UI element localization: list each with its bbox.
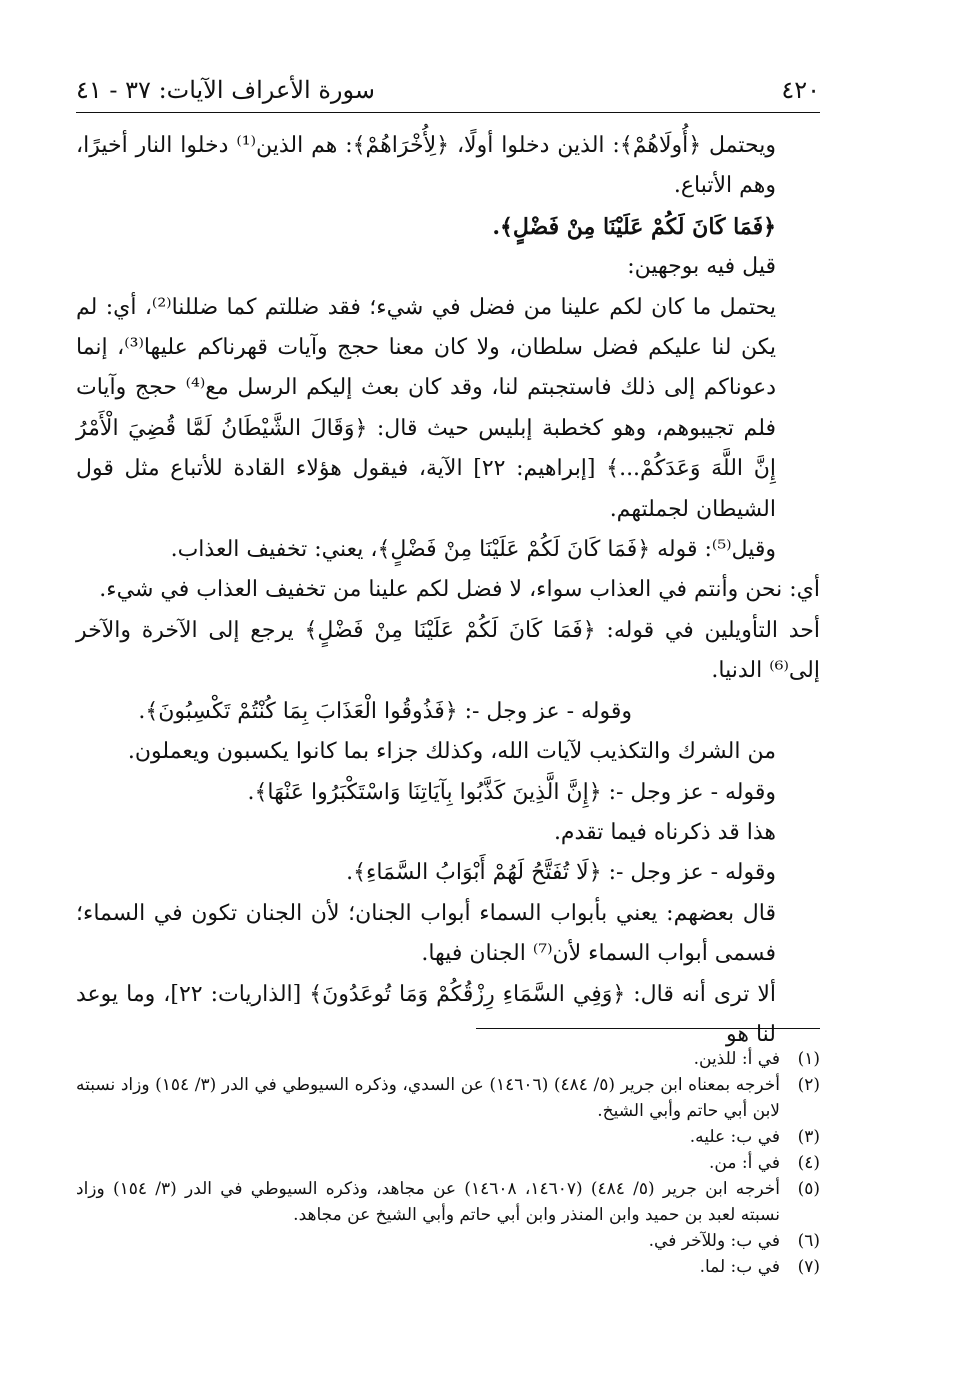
footnote-number: (١) — [797, 1049, 820, 1069]
header-divider — [76, 112, 820, 113]
quran-verse: ﴿فَمَا كَانَ لَكُمْ عَلَيْنَا مِنْ فَضْلٍ﴾. — [492, 213, 776, 240]
paragraph: ألا ترى أنه قال: ﴿وَفِي السَّمَاءِ رِزْقُكُمْ وَمَا تُوعَدُونَ﴾ [الذاريات: ٢٢]، وما يوعد لنا هو — [76, 981, 776, 1047]
footnote-text: في أ: للذين. — [693, 1049, 780, 1069]
paragraph: من الشرك والتكذيب لآيات الله، وكذلك جزاء بما كانوا يكسبون ويعملون. — [127, 739, 776, 765]
footnote-number: (٤) — [797, 1153, 820, 1173]
footnote — [76, 1046, 820, 1072]
paragraph: وقوله - عز وجل -: ﴿لَا تُفَتَّحُ لَهُمْ أَبْوَابُ السَّمَاءِ﴾. — [346, 860, 776, 886]
footnote-text: في أ: من. — [708, 1153, 780, 1173]
footnote-text: في ب: لما. — [699, 1257, 780, 1277]
footnote-text: أخرجه بمعناه ابن جرير (٥/ ٤٨٤) (١٤٦٠٦) عن السدي، وذكره السيوطي في الدر (٣/ ١٥٤) وزاد نسبته لابن أبي حاتم وأبي الشيخ. — [76, 1075, 780, 1121]
footnote — [76, 1150, 820, 1176]
paragraph: وقوله - عز وجل -: ﴿فَذُوقُوا الْعَذَابَ بِمَا كُنْتُمْ تَكْسِبُونَ﴾. — [138, 698, 632, 724]
footnotes — [76, 1046, 820, 1280]
footnote — [76, 1254, 820, 1280]
paragraph: أحد التأويلين في قوله: ﴿فَمَا كَانَ لَكُمْ عَلَيْنَا مِنْ فَضْلٍ﴾ يرجع إلى الآخرة والآخر إلى⁽⁶⁾ الدنيا. — [76, 617, 820, 684]
footnote — [76, 1176, 820, 1228]
paragraph: هذا قد ذكرناه فيما تقدم. — [553, 819, 776, 845]
running-title: سورة الأعراف الآيات: ٣٧ - ٤١ — [76, 76, 375, 104]
footnote-text: في ب: وللآخر في. — [648, 1231, 780, 1251]
footnote — [76, 1124, 820, 1150]
footnote-text: أخرجه ابن جرير (٥/ ٤٨٤) (١٤٦٠٧، ١٤٦٠٨) عن مجاهد، وذكره السيوطي في الدر (٣/ ١٥٤) وزاد نسبته لعبد بن حميد وابن المنذر وابن أبي حاتم وأبي الشيخ عن مجاهد. — [76, 1179, 781, 1225]
paragraph: أي: نحن وأنتم في العذاب سواء، لا فضل لكم علينا من تخفيف العذاب في شيء. — [99, 577, 820, 603]
paragraph: قال بعضهم: يعني بأبواب السماء أبواب الجنان؛ لأن الجنان تكون في السماء؛ فسمى أبواب السماء لأن⁽⁷⁾ الجنان فيها. — [76, 900, 776, 967]
footnote-number: (٣) — [797, 1127, 820, 1147]
footnote — [76, 1072, 820, 1124]
page-header — [76, 58, 820, 104]
footnote-number: (٦) — [797, 1231, 820, 1251]
paragraph: وقيل⁽⁵⁾: قوله ﴿فَمَا كَانَ لَكُمْ عَلَيْنَا مِنْ فَضْلٍ﴾، يعني: تخفيف العذاب. — [170, 537, 776, 563]
paragraph: ويحتمل ﴿أُولَاهُمْ﴾: الذين دخلوا أولًا، ﴿لِأُخْرَاهُمْ﴾: هم الذين⁽¹⁾ دخلوا النار أخيرًا، وهم الأتباع. — [76, 133, 776, 199]
paragraph: يحتمل ما كان لكم علينا من فضل في شيء؛ فقد ضللتم كما ضللنا⁽²⁾، أي: لم يكن لنا عليكم فضل سلطان، ولا كان معنا حجج وآيات قهرناكم عليها⁽³⁾، إنما دعوناكم إلى ذلك فاستجبتم لنا، وقد كان بعث إليكم الرسل مع⁽⁴⁾ حجج وآيات فلم تجيبوهم، وهو كخطبة إبليس حيث قال: ﴿وَقَالَ الشَّيْطَانُ لَمَّا قُضِيَ الْأَمْرُ إِنَّ اللَّهَ وَعَدَكُمْ...﴾ [إبراهيم: ٢٢] الآية، فيقول هؤلاء القادة للأتباع مثل قول الشيطان لجملتهم. — [76, 294, 777, 522]
paragraph: وقوله - عز وجل -: ﴿إِنَّ الَّذِينَ كَذَّبُوا بِآيَاتِنَا وَاسْتَكْبَرُوا عَنْهَا﴾. — [247, 779, 776, 805]
footnote-text: في ب: عليه. — [689, 1127, 780, 1147]
page-number: ٤٢٠ — [781, 76, 820, 104]
footnote-number: (٥) — [797, 1179, 820, 1199]
main-text — [76, 126, 820, 1055]
footnote-divider — [476, 1028, 820, 1029]
paragraph: قيل فيه بوجهين: — [627, 254, 776, 280]
footnote-number: (٧) — [797, 1257, 820, 1277]
footnote-number: (٢) — [797, 1075, 820, 1095]
footnote — [76, 1228, 820, 1254]
